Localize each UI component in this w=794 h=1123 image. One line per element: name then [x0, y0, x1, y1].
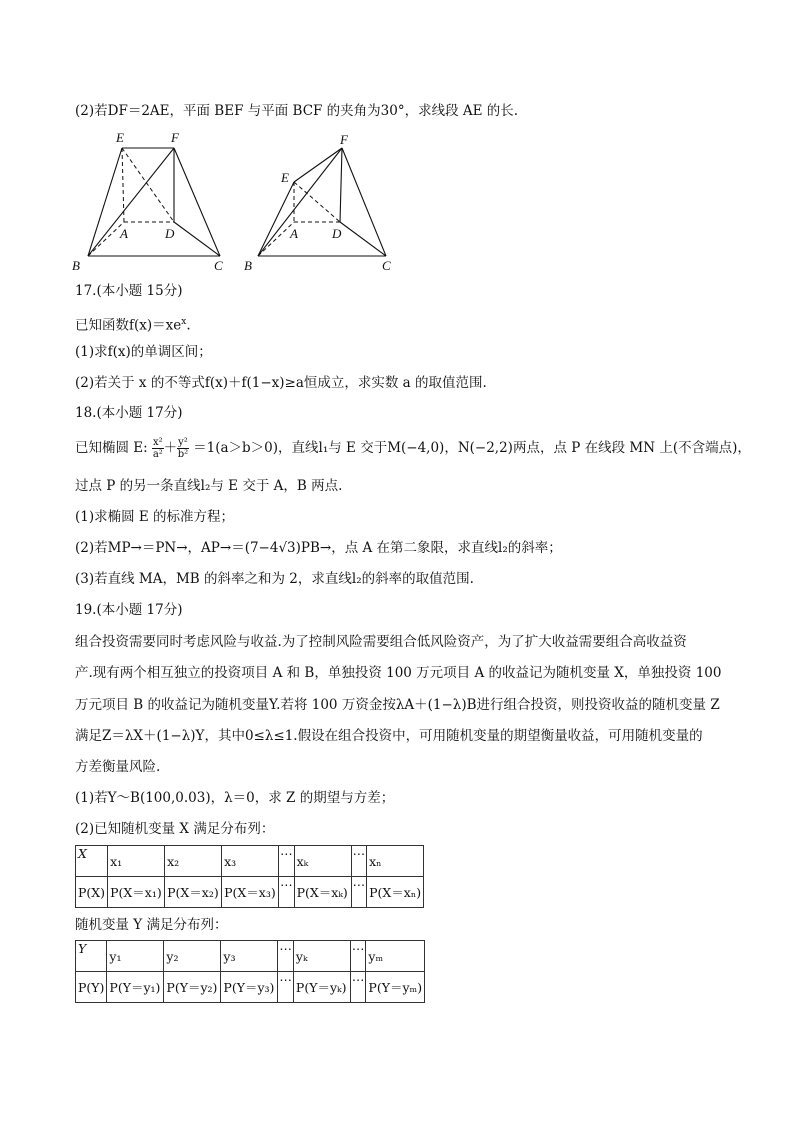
table-cell: P(X): [76, 877, 108, 908]
table-row: [76, 846, 424, 877]
table-cell: P(X＝x₁): [108, 877, 165, 908]
table-cell: P(Y＝yₘ): [366, 972, 425, 1003]
left-label-C: C: [214, 258, 223, 273]
right-label-D: D: [332, 226, 342, 241]
table-cell: P(X＝x₂): [165, 877, 222, 908]
table-cell: yₘ: [366, 941, 425, 972]
left-label-B: B: [72, 258, 80, 273]
left-label-D: D: [165, 226, 175, 241]
frac-x2-a2: $\frac{\text{x²}}{\text{a²}}$: [152, 437, 163, 460]
q19-line4: 满足Z＝λX＋(1−λ)Y，其中0≤λ≤1.假设在组合投资中，可用随机变量的期望衡量收益，可用随机变量的: [75, 728, 703, 744]
table-cell: ⋯: [278, 941, 294, 972]
q17-part1: (1)求f(x)的单调区间；: [75, 344, 212, 360]
right-label-A: A: [290, 226, 298, 241]
table-cell: P(X＝xₖ): [294, 877, 351, 908]
q19-y-intro: 随机变量 Y 满足分布列：: [75, 917, 228, 933]
q18-part2: (2)若MP→＝PN→，AP→＝(7−4√3)PB→，点 A 在第二象限，求直线l₂的斜率；: [75, 540, 562, 556]
table-cell: ⋯: [278, 972, 294, 1003]
table-cell: P(Y): [76, 972, 107, 1003]
table-cell: ⋯: [279, 877, 295, 908]
q18-part3: (3)若直线 MA，MB 的斜率之和为 2，求直线l₂的斜率的取值范围.: [75, 571, 474, 587]
q18-stem: 已知椭圆 E: $\frac{\text{x²}}{\text{a²}}$ ＋ $\frac{\text{y²}}{\text{b²}}$ ＝1(a＞b＞0)，直线l₁与 E 交于M(−4,0)，N(−2,2)两点，点 P 在线段 MN 上(不含端点)，: [75, 437, 751, 460]
table-cell: X: [76, 846, 108, 877]
distribution-table-x: [75, 845, 424, 908]
table-cell: xₙ: [367, 846, 424, 877]
right-label-F: F: [340, 132, 348, 147]
table-cell: P(Y＝yₖ): [293, 972, 350, 1003]
table-cell: ⋯: [279, 846, 295, 877]
table-cell: y₂: [164, 941, 221, 972]
q18-part1: (1)求椭圆 E 的标准方程；: [75, 509, 235, 525]
table-cell: x₁: [108, 846, 165, 877]
table-cell: ⋯: [351, 877, 367, 908]
table-row: [76, 972, 425, 1003]
left-label-F: F: [171, 130, 179, 145]
table-row: [76, 877, 424, 908]
q18-stem-cont: 过点 P 的另一条直线l₂与 E 交于 A，B 两点.: [75, 478, 343, 494]
frac-y2-b2: $\frac{\text{y²}}{\text{b²}}$: [177, 437, 189, 460]
q17-stem: 已知函数$f(x)=xe^x$.: [75, 317, 191, 334]
q18-header: 18.(本小题 17分): [75, 405, 183, 421]
table-cell: P(Y＝y₂): [164, 972, 221, 1003]
right-label-B: B: [244, 258, 252, 273]
table-cell: y₁: [107, 941, 164, 972]
table-cell: P(Y＝y₃): [221, 972, 278, 1003]
table-cell: y₃: [221, 941, 278, 972]
right-label-C: C: [382, 258, 391, 273]
q19-line2: 产.现有两个相互独立的投资项目 A 和 B，单独投资 100 万元项目 A 的收益记为随机变量 X，单独投资 100: [75, 665, 722, 681]
table-cell: P(X＝xₙ): [367, 877, 424, 908]
q17-header: 17.(本小题 15分): [75, 283, 183, 299]
table-cell: P(Y＝y₁): [107, 972, 164, 1003]
right-solid-figure: [258, 148, 386, 256]
distribution-table-y: [75, 940, 425, 1003]
left-label-E: E: [116, 130, 124, 145]
q17-part2: (2)若关于 x 的不等式f(x)＋f(1−x)≥a恒成立，求实数 a 的取值范围.: [75, 375, 487, 391]
right-hidden-lines: [258, 182, 340, 256]
table-cell: ⋯: [350, 972, 366, 1003]
geometry-figure: [70, 128, 410, 276]
right-label-E: E: [281, 170, 289, 185]
table-cell: x₃: [222, 846, 279, 877]
table-cell: P(X＝x₃): [222, 877, 279, 908]
table-cell: x₂: [165, 846, 222, 877]
q19-part2: (2)已知随机变量 X 满足分布列：: [75, 821, 275, 837]
left-solid-figure: [88, 148, 220, 256]
table-cell: Y: [76, 941, 107, 972]
table-cell: ⋯: [350, 941, 366, 972]
table-cell: yₖ: [293, 941, 350, 972]
q19-part1: (1)若Y～B(100,0.03)，λ＝0，求 Z 的期望与方差；: [75, 790, 395, 806]
table-cell: xₖ: [294, 846, 351, 877]
q16-part2-text: (2)若DF＝2AE，平面 BEF 与平面 BCF 的夹角为30°，求线段 AE 的长.: [75, 103, 519, 119]
left-label-A: A: [120, 226, 128, 241]
q19-line3: 万元项目 B 的收益记为随机变量Y.若将 100 万资金按λA＋(1−λ)B进行组合投资，则投资收益的随机变量 Z: [75, 697, 720, 713]
q19-header: 19.(本小题 17分): [75, 602, 183, 618]
table-cell: ⋯: [351, 846, 367, 877]
q19-line5: 方差衡量风险.: [75, 759, 161, 775]
q19-line1: 组合投资需要同时考虑风险与收益.为了控制风险需要组合低风险资产，为了扩大收益需要组合高收益资: [75, 634, 687, 650]
table-row: [76, 941, 425, 972]
